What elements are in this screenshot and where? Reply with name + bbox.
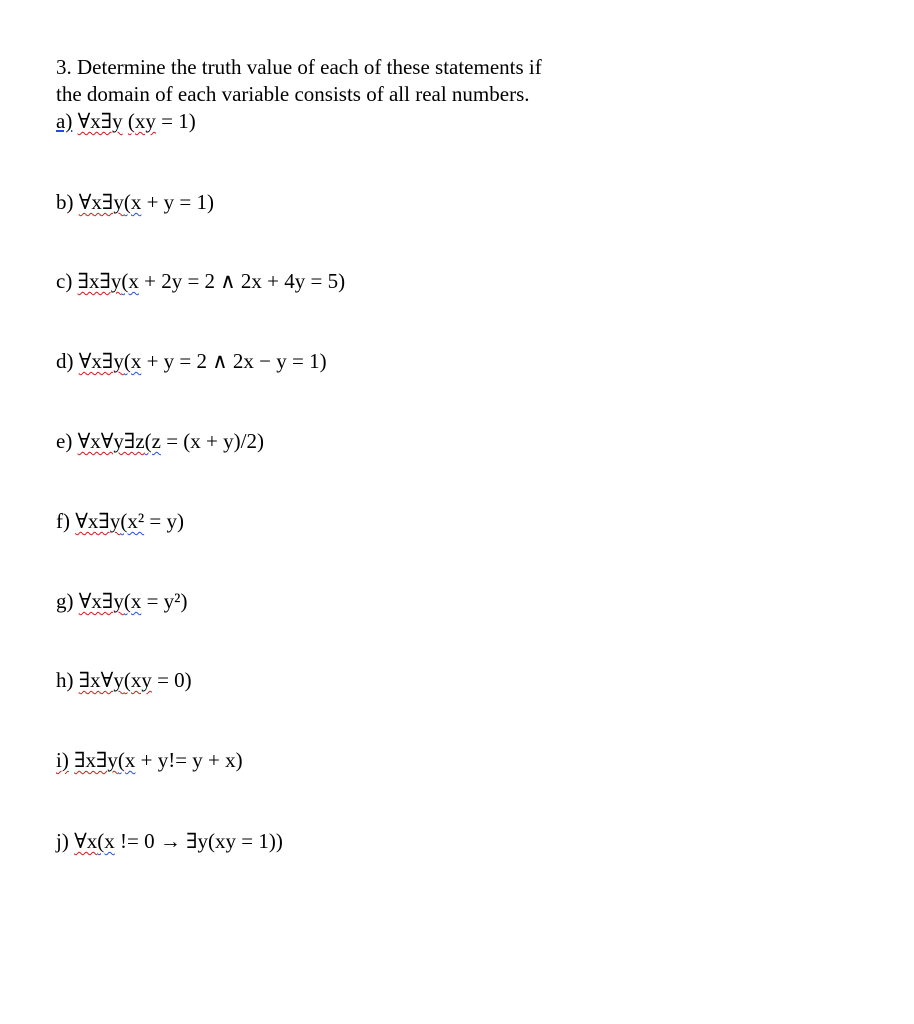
quantifier-prefix: ∃x∃y [77,269,122,293]
item-label: c) [56,269,73,293]
marked-expression: (x [97,829,115,853]
statement-f [56,508,184,535]
statement-remainder: = 1) [155,109,196,133]
statement-g [56,588,187,615]
problem-intro-line-1: 3. Determine the truth value of each of these statements if [56,55,542,79]
statement-i [56,747,243,774]
statement-remainder: + y = 1) [141,190,215,214]
quantifier-prefix: ∀x∃y [77,109,123,133]
statement-remainder: = (x + y)/2) [160,429,264,453]
statement-remainder: = y²) [141,589,188,613]
item-label: j) [56,829,69,853]
marked-expression: (z [144,429,161,453]
item-label: a) [56,109,73,133]
statement-remainder: = 0) [151,668,192,692]
statement-remainder: != 0 → ∃y(xy = 1)) [114,829,283,853]
statement-e [56,428,264,455]
statement-j [56,828,283,855]
marked-expression: (x² [120,509,145,533]
quantifier-prefix: ∀x∃y [75,509,121,533]
item-label: g) [56,589,74,613]
marked-expression: (x [121,269,139,293]
item-label: i) [56,748,69,772]
marked-expression: (xy [123,668,152,692]
quantifier-prefix: ∀x∃y [78,349,124,373]
quantifier-prefix: ∀x∃y [78,190,124,214]
quantifier-prefix: ∃x∀y [78,668,124,692]
statement-remainder: + 2y = 2 ∧ 2x + 4y = 5) [138,269,346,293]
quantifier-prefix: ∃x∃y [74,748,118,772]
statement-a [56,108,196,135]
statement-c [56,268,345,295]
statement-b [56,189,214,216]
item-label: d) [56,349,74,373]
item-label: h) [56,668,74,692]
quantifier-prefix: ∀x [74,829,98,853]
marked-expression: (xy [127,109,156,133]
statement-remainder: = y) [144,509,184,533]
problem-intro-line-2: the domain of each variable consists of all real numbers. [56,82,530,106]
item-label: e) [56,429,73,453]
marked-expression: (x [123,589,142,613]
statement-remainder: + y!= y + x) [135,748,243,772]
statement-d [56,348,327,375]
marked-expression: (x [123,190,142,214]
item-label: b) [56,190,74,214]
item-label: f) [56,509,70,533]
quantifier-prefix: ∀x∃y [78,589,124,613]
statement-remainder: + y = 2 ∧ 2x − y = 1) [141,349,327,373]
marked-expression: (x [117,748,136,772]
marked-expression: (x [123,349,142,373]
problem-statement [56,54,542,108]
quantifier-prefix: ∀x∀y∃z [77,429,145,453]
statement-h [56,667,192,694]
